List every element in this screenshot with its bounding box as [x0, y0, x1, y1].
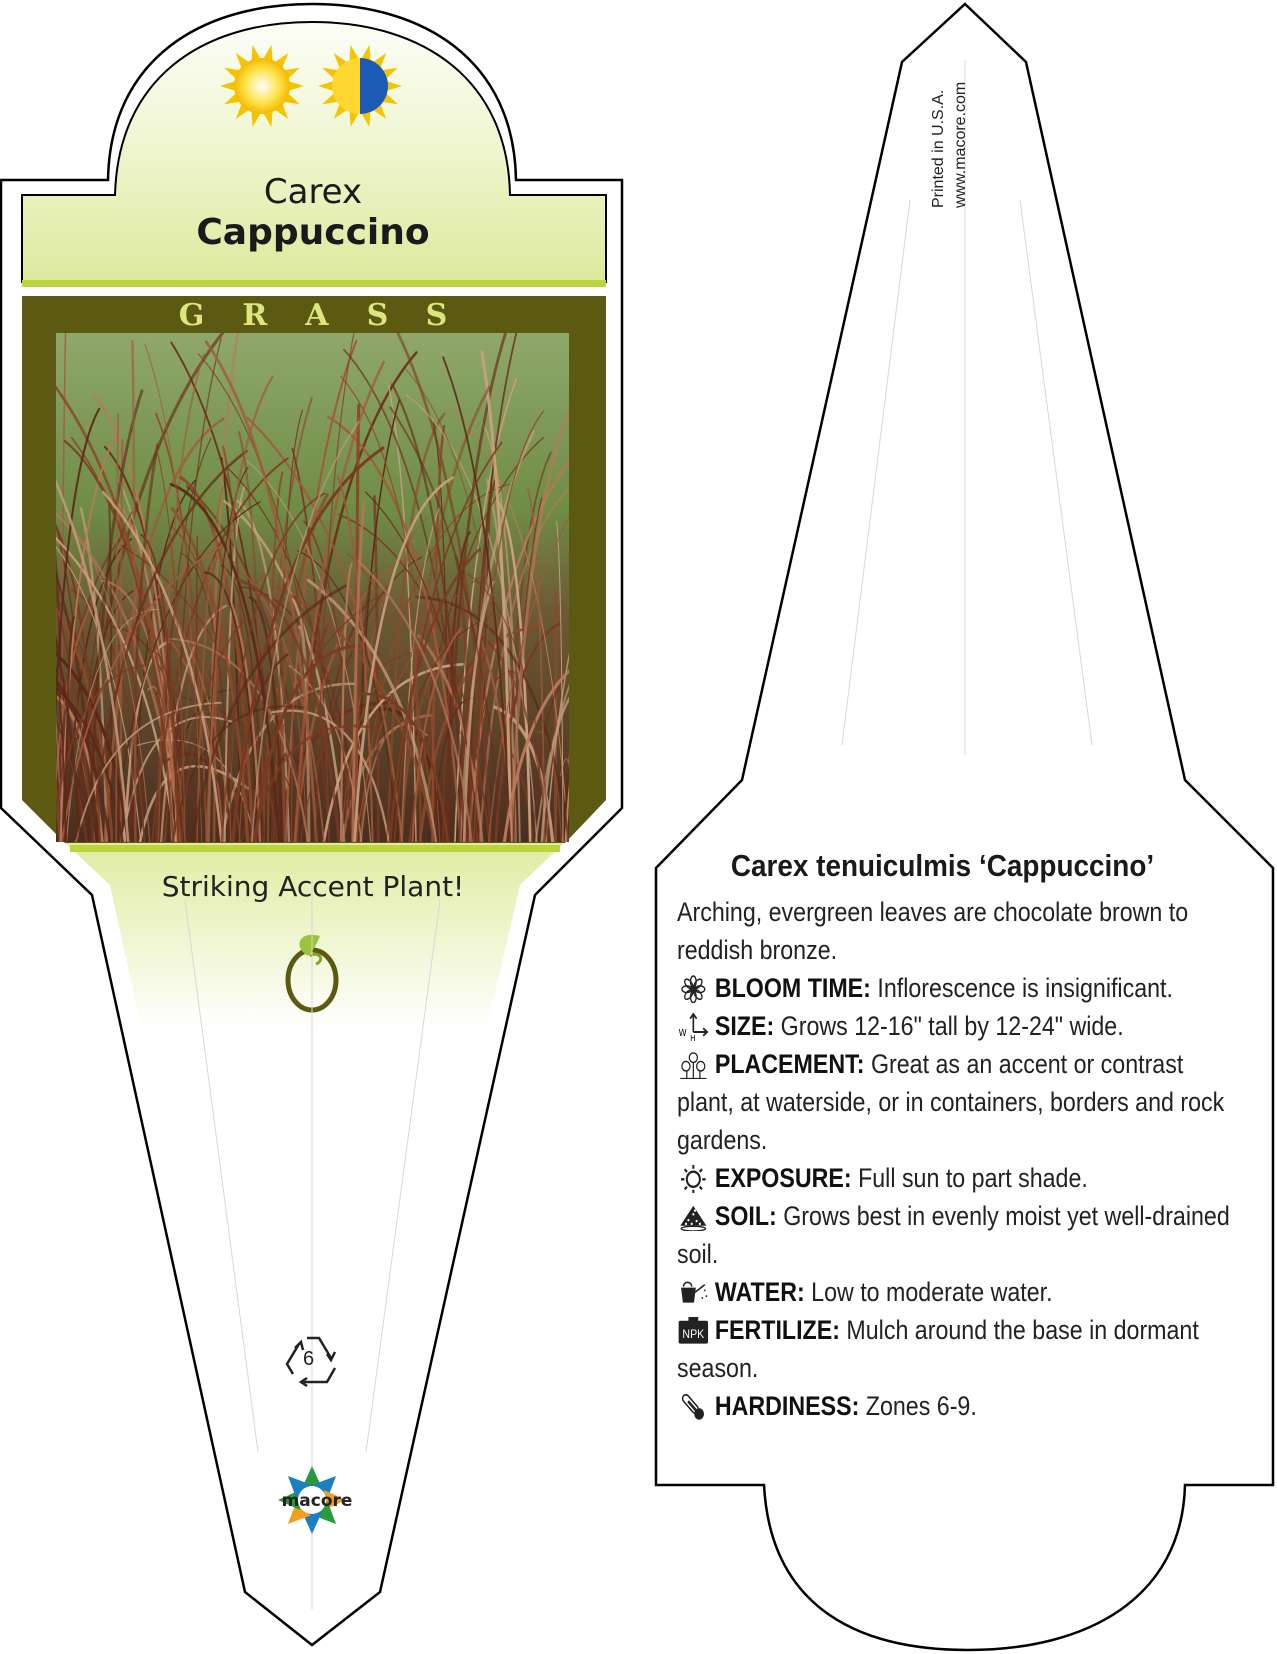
attribute-row — [677, 1007, 1236, 1045]
attribute-text: Grows 12-16" tall by 12-24" wide. — [780, 1011, 1124, 1041]
attribute-row — [677, 1311, 1236, 1387]
plant-genus: Carex — [263, 172, 363, 212]
attribute-label: BLOOM TIME: — [714, 973, 871, 1003]
watering-can-icon — [677, 1279, 710, 1309]
plant-category: GRASS — [178, 298, 486, 333]
attribute-text: Great as an accent or contrast plant, at waterside, or in containers, borders and rock gardens. — [677, 1049, 1225, 1155]
attribute-label: HARDINESS: — [714, 1391, 860, 1421]
intro-text: Arching, evergreen leaves are chocolate brown to reddish bronze. — [677, 897, 1189, 965]
attribute-text: Grows best in evenly moist yet well-drained soil. — [677, 1201, 1230, 1269]
attribute-row — [677, 1197, 1236, 1273]
printed-website: www.macore.com — [952, 81, 969, 208]
attribute-row — [677, 1387, 1236, 1425]
recycle-number: 6 — [303, 1348, 315, 1370]
attribute-row — [677, 1159, 1236, 1197]
attribute-text: Zones 6-9. — [865, 1391, 977, 1421]
placement-icon — [677, 1051, 710, 1081]
plant-description — [677, 893, 1236, 1425]
bottom-accent-bar — [70, 845, 560, 852]
thermometer-icon — [677, 1393, 710, 1423]
npk-icon — [677, 1317, 710, 1347]
brand-name: macore — [281, 1491, 353, 1511]
attribute-label: EXPOSURE: — [714, 1163, 852, 1193]
botanical-name: Carex tenuiculmis ‘Cappuccino’ — [730, 848, 1155, 883]
svg-text:H: H — [690, 1033, 696, 1041]
attribute-label: PLACEMENT: — [714, 1049, 865, 1079]
printed-info — [930, 40, 969, 220]
attribute-text: Low to moderate water. — [811, 1277, 1053, 1307]
attribute-row — [677, 969, 1236, 1007]
svg-text:W: W — [678, 1027, 687, 1039]
attribute-row — [677, 1045, 1236, 1159]
attribute-text: Full sun to part shade. — [858, 1163, 1088, 1193]
attribute-text: Inflorescence is insignificant. — [877, 973, 1173, 1003]
attribute-label: WATER: — [714, 1277, 805, 1307]
attribute-label: SOIL: — [714, 1201, 777, 1231]
flower-icon — [677, 975, 710, 1005]
size-icon — [677, 1013, 710, 1043]
top-accent-bar — [22, 280, 606, 287]
attribute-row — [677, 1273, 1236, 1311]
attribute-label: SIZE: — [714, 1011, 775, 1041]
attribute-label: FERTILIZE: — [714, 1315, 840, 1345]
tagline: Striking Accent Plant! — [161, 870, 465, 903]
attribute-text: Mulch around the base in dormant season. — [677, 1315, 1199, 1383]
svg-text:NPK: NPK — [682, 1327, 705, 1341]
sun-icon — [677, 1165, 710, 1195]
soil-icon — [677, 1203, 710, 1233]
plant-cultivar: Cappuccino — [196, 212, 430, 253]
printed-country: Printed in U.S.A. — [930, 89, 947, 208]
